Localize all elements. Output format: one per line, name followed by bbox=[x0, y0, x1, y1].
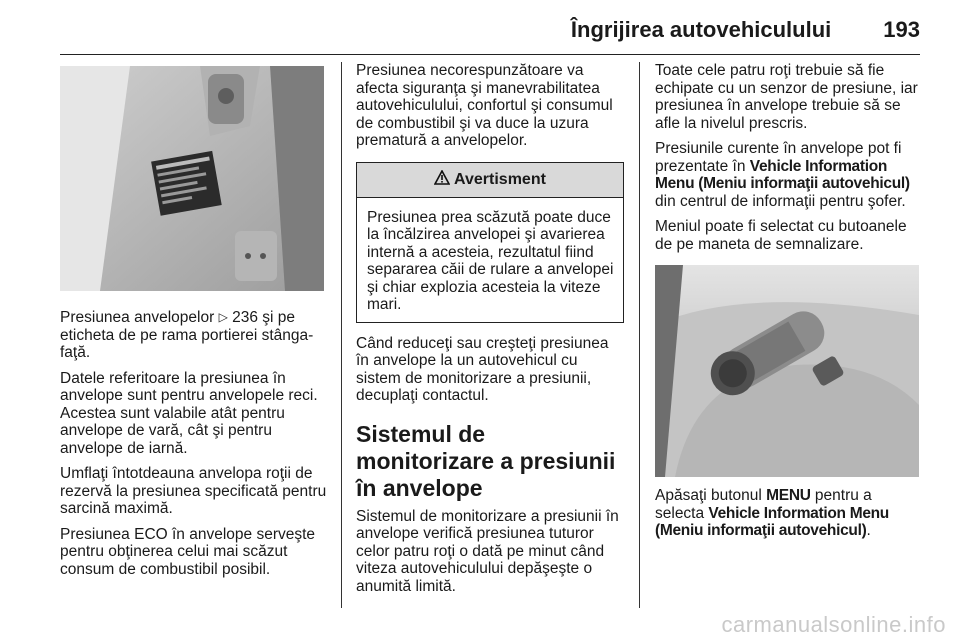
paragraph: Presiunea ECO în anvelope serveşte pentru obţinerea celui mai scăzut consum de combustibil posibil. bbox=[60, 525, 316, 578]
column-2 bbox=[356, 62, 624, 603]
paragraph: Presiunea necorespunzătoare va afecta siguranţa şi manevrabilitatea autovehiculului, confortul şi consumul de combustibil şi va duce la uzura prematură a anvelopelor. bbox=[356, 62, 613, 149]
vehicle-info-menu-term: Vehicle Information Menu (Meniu informaţii autovehicul) bbox=[655, 157, 910, 192]
page-number: 193 bbox=[883, 17, 920, 42]
section-title: Sistemul de monitorizare a presiunii în anvelope bbox=[356, 420, 616, 501]
page-title: Îngrijirea autovehiculului bbox=[570, 17, 832, 42]
reference-arrow-icon: ▷ bbox=[218, 310, 228, 324]
paragraph: Presiunile curente în anvelope pot fi prezentate în Vehicle Information Menu (Meniu informaţii autovehicul) din centrul de informaţii pentru şofer. bbox=[655, 140, 910, 210]
tire-pressure-caption: Presiunea anvelopelor ▷ 236 şi pe eticheta de pe rama portierei stânga-faţă. bbox=[60, 309, 314, 361]
warning-box bbox=[356, 162, 624, 323]
paragraph: Datele referitoare la presiunea în anvelope sunt pentru anvelopele reci. Acestea sunt valabile atât pentru anvelope de vară, cât şi pentru anvelope de iarnă. bbox=[60, 369, 318, 457]
turn-signal-lever-photo bbox=[655, 265, 919, 477]
warning-triangle-icon bbox=[434, 170, 450, 190]
column-divider-1 bbox=[341, 62, 342, 608]
paragraph: Sistemul de monitorizare a presiunii în anvelope verifică presiunea tuturor celor patru roţi o dată pe minut când viteza autovehiculului depăşeşte o anumită limită. bbox=[356, 507, 619, 595]
column-3 bbox=[655, 62, 920, 548]
paragraph: Meniul poate fi selectat cu butoanele de pe maneta de semnalizare. bbox=[655, 218, 907, 253]
paragraph: Toate cele patru roţi trebuie să fie echipate cu un senzor de presiune, iar presiunea în anvelope trebuie să se afle la nivelul prescris. bbox=[655, 62, 918, 132]
column-divider-2 bbox=[639, 62, 640, 608]
vehicle-info-menu-term: Vehicle Information Menu (Meniu informaţii autovehicul) bbox=[655, 504, 889, 539]
paragraph: Umflaţi întotdeauna anvelopa roţii de rezervă la presiunea specificată pentru sarcină maximă. bbox=[60, 465, 327, 517]
paragraph: Apăsaţi butonul MENU pentru a selecta Vehicle Information Menu (Meniu informaţii autovehicul). bbox=[655, 487, 889, 539]
warning-title: Avertisment bbox=[454, 170, 546, 188]
warning-text: Presiunea prea scăzută poate duce la încălzirea anvelopei şi avarierea internă a acesteia, rezultatul fiind separarea căii de rulare a anvelopei şi chiar explozia acesteia la viteze mari. bbox=[367, 208, 614, 313]
page-reference-link[interactable]: 236 bbox=[232, 309, 258, 326]
column-1 bbox=[60, 62, 328, 586]
menu-button-term: MENU bbox=[766, 487, 811, 504]
paragraph: Când reduceţi sau creşteţi presiunea în anvelope la un autovehicul cu sistem de monitorizare a presiunii, decuplaţi contactul. bbox=[356, 334, 609, 404]
warning-header bbox=[357, 163, 623, 198]
watermark: carmanualsonline.info bbox=[721, 612, 946, 637]
door-pillar-label-photo bbox=[60, 66, 324, 291]
page-header bbox=[571, 12, 920, 48]
header-rule bbox=[60, 54, 920, 55]
